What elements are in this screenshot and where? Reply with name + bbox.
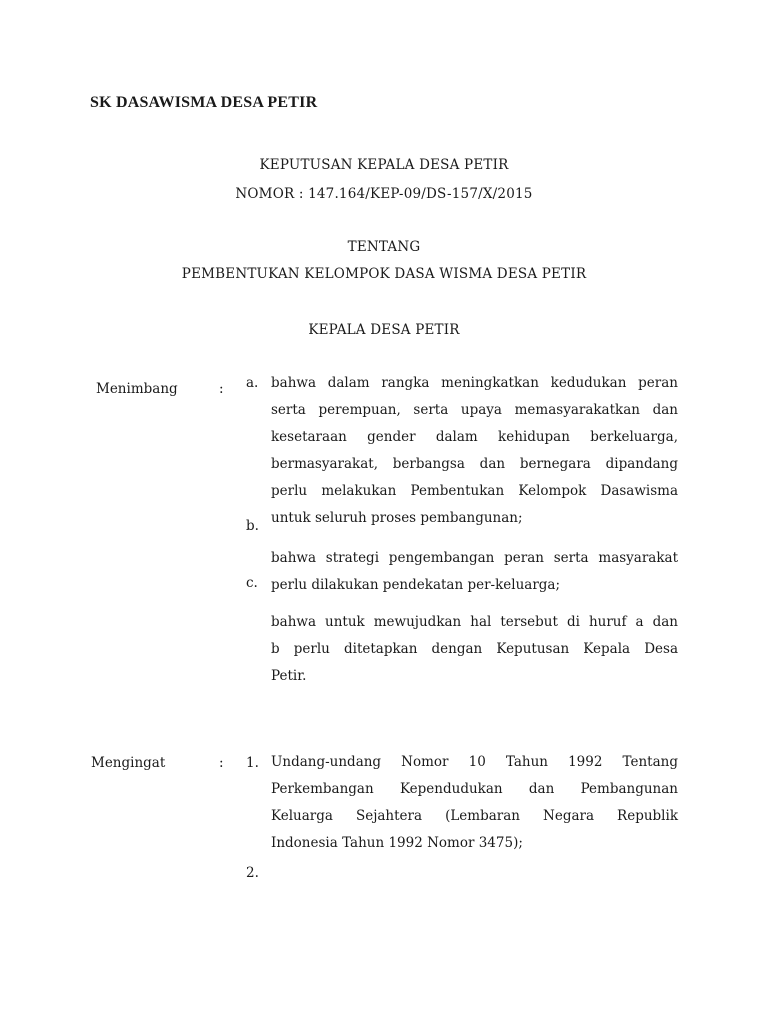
clause-line: Petir. [271, 668, 307, 684]
menimbang-colon: : [219, 381, 224, 397]
decree-number: NOMOR : 147.164/KEP-09/DS-157/X/2015 [235, 186, 533, 202]
item-marker-1: 1. [246, 755, 259, 771]
subject-heading: PEMBENTUKAN KELOMPOK DASA WISMA DESA PETIR [181, 266, 587, 282]
item-marker-c: c. [246, 575, 258, 591]
clause-line: perlu dilakukan pendekatan per-keluarga; [271, 577, 561, 593]
document-title: SK DASAWISMA DESA PETIR [90, 94, 318, 111]
menimbang-label: Menimbang [96, 381, 178, 397]
clause-line: perlu melakukan Pembentukan Kelompok Dasawisma [271, 483, 678, 499]
clause-line: bahwa untuk mewujudkan hal tersebut di huruf a dan [271, 614, 678, 630]
clause-line: Keluarga Sejahtera (Lembaran Negara Republik [271, 808, 678, 824]
about-heading: TENTANG [347, 239, 421, 255]
mengingat-label: Mengingat [91, 755, 166, 771]
clause-line: Undang-undang Nomor 10 Tahun 1992 Tentang [271, 754, 678, 770]
clause-1 [271, 749, 678, 857]
clause-line: Perkembangan Kependudukan dan Pembangunan [271, 781, 678, 797]
clause-line: serta perempuan, serta upaya memasyarakatkan dan [271, 402, 678, 418]
clause-c [271, 609, 678, 690]
clause-b [271, 545, 678, 599]
decree-heading: KEPUTUSAN KEPALA DESA PETIR [259, 157, 509, 173]
clause-line: bahwa strategi pengembangan peran serta masyarakat [271, 550, 678, 566]
clause-line: Indonesia Tahun 1992 Nomor 3475); [271, 835, 523, 851]
clause-line: kesetaraan gender dalam kehidupan berkeluarga, [271, 429, 678, 445]
clause-line: bermasyarakat, berbangsa dan bernegara dipandang [271, 456, 678, 472]
item-marker-b: b. [246, 518, 259, 534]
clause-a [271, 370, 678, 532]
clause-line: untuk seluruh proses pembangunan; [271, 510, 523, 526]
clause-line: b perlu ditetapkan dengan Keputusan Kepala Desa [271, 641, 678, 657]
clause-line: bahwa dalam rangka meningkatkan kedudukan peran [271, 375, 678, 391]
mengingat-colon: : [219, 755, 224, 771]
item-marker-a: a. [246, 375, 259, 391]
item-marker-2: 2. [246, 865, 259, 881]
authority-heading: KEPALA DESA PETIR [308, 322, 460, 338]
